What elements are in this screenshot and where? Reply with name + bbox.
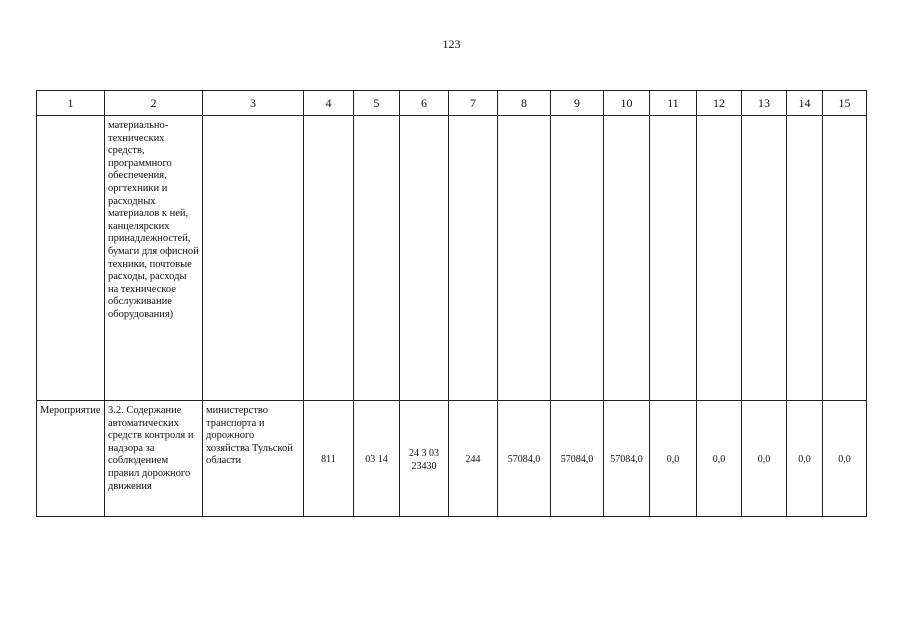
csr-cell: 24 3 03 23430 [400,401,449,517]
column-header: 2 [105,91,203,116]
column-header: 10 [604,91,650,116]
table-cell [304,116,354,401]
table-cell [823,116,867,401]
value-col11: 0,0 [650,401,697,517]
table-cell [354,116,400,401]
table-cell [697,116,742,401]
value-col9: 57084,0 [551,401,604,517]
event-type-cell [37,401,105,517]
grbs-cell: 811 [304,401,354,517]
column-header: 4 [304,91,354,116]
event-type: Мероприятие [40,405,101,416]
value-col8: 57084,0 [498,401,551,517]
table-cell [37,116,105,401]
column-header: 6 [400,91,449,116]
column-header: 5 [354,91,400,116]
column-header: 11 [650,91,697,116]
column-header: 12 [697,91,742,116]
executor-cell [203,401,304,517]
event-name: 3.2. Содержание автоматических средств контроля и надзора за соблюдением правил дорожного движения [108,405,194,492]
executor-name: министерство транспорта и дорожного хозяйства Тульской области [206,405,293,467]
value-col15: 0,0 [823,401,867,517]
column-header: 13 [742,91,787,116]
vr-cell: 244 [449,401,498,517]
value-col13: 0,0 [742,401,787,517]
column-header: 9 [551,91,604,116]
rz-pr-cell: 03 14 [354,401,400,517]
column-header: 8 [498,91,551,116]
column-header: 14 [787,91,823,116]
table-cell [203,116,304,401]
table-cell [604,116,650,401]
page-number: 123 [442,37,461,51]
continuation-description: материально-технических средств, программного обеспечения, оргтехники и расходных материалов к ней, канцелярских принадлежностей, бумаги для офисной техники, почтовые расходы, расходы на техническое обслуживание оборудования) [108,120,199,320]
continuation-row [37,116,867,401]
table-cell [449,116,498,401]
value-col14: 0,0 [787,401,823,517]
table-cell [742,116,787,401]
table-cell [551,116,604,401]
table-cell [498,116,551,401]
table-cell [400,116,449,401]
column-header: 7 [449,91,498,116]
column-header: 15 [823,91,867,116]
table-cell [650,116,697,401]
column-header: 3 [203,91,304,116]
column-header: 1 [37,91,105,116]
budget-table [36,90,867,517]
value-col12: 0,0 [697,401,742,517]
value-col10: 57084,0 [604,401,650,517]
event-row [37,401,867,517]
table-cell [787,116,823,401]
header-row [37,91,867,116]
table-cell [105,116,203,401]
event-name-cell [105,401,203,517]
